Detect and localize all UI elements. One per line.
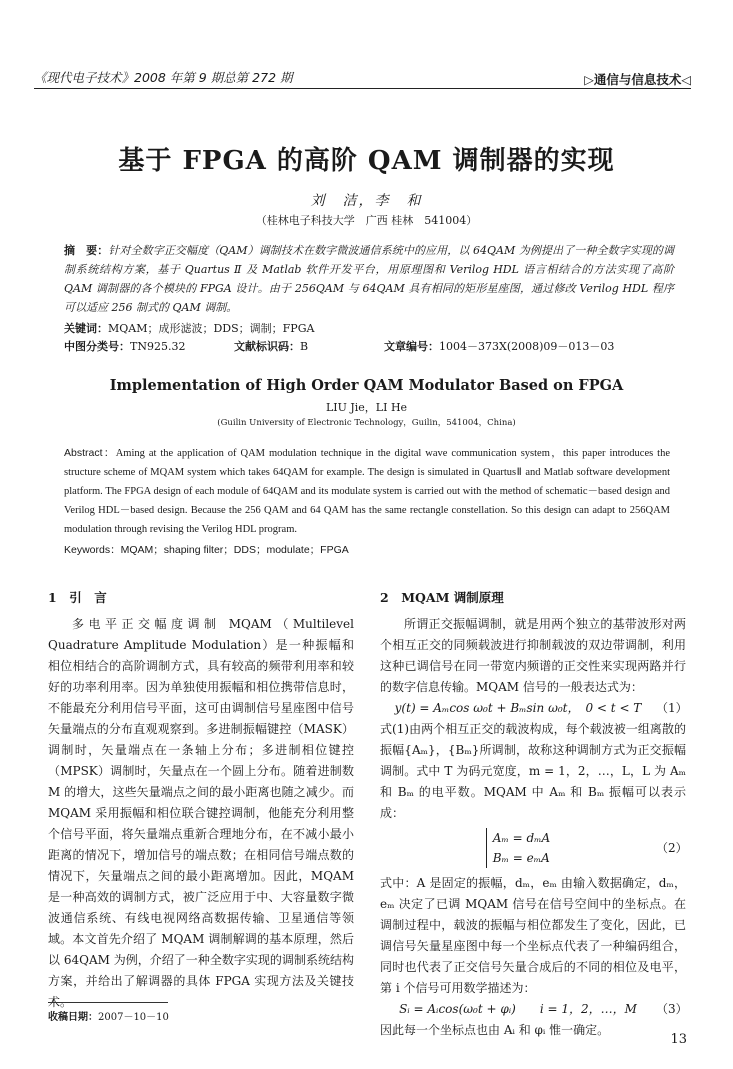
equation-2b: Bₘ = eₘA	[492, 851, 550, 865]
equation-2-expr	[380, 828, 656, 869]
clc-label: 中图分类号：	[64, 340, 130, 353]
section2-body	[380, 614, 686, 1041]
abstract-zh-label: 摘 要：	[64, 244, 109, 257]
equation-3	[380, 999, 686, 1020]
equation-2	[380, 828, 686, 869]
abstract-en	[64, 444, 670, 539]
section1-paragraph: 多电平正交幅度调制 MQAM（Multilevel Quadrature Amplitude Modulation）是一种振幅和相位相结合的高阶调制方式，具有较高的频带利用率和较好的功率利用率。因为单独使用振幅和相位携带信息时，不能最充分利用信号平面，这可由调制信号星座图中信号矢量端点的分布直观观察到。多进制振幅键控（MASK）调制时，矢量端点在一条轴上分布；多进制相位键控（MPSK）调制时，矢量点在一个圆上分布。随着进制数 M 的增大，这些矢量端点之间的最小距离也随之减少。而 MQAM 采用振幅和相位联合键控调制，他能充分利用整个信号平面，将矢量端点重新合理地分布，在不减小最小距离的情况下，增加信号的端点数；在相同信号端点数的情况下，矢量端点之间的最小距离增加。因此，MQAM 是一种高效的调制方式，被广泛应用于中、大容量数字微波通信系统、有线电视网络高数据传输、卫星通信等领域。本文首先介绍了 MQAM 调制解调的基本原理，然后以 64QAM 为例，介绍了一种全数字实现的调制系统结构方案，并给出了解调器的具体 FPGA 实现方法及关键技术。	[48, 617, 354, 1009]
keywords-zh-text: MQAM；成形滤波；DDS；调制；FPGA	[108, 322, 315, 335]
classification-row	[64, 338, 674, 354]
art-label: 文章编号：	[384, 340, 439, 353]
authors: 刘 洁，李 和	[310, 193, 423, 209]
doc-value: B	[300, 340, 309, 353]
abstract-zh	[64, 241, 674, 317]
abstract-en-label: Abstract：	[64, 447, 116, 459]
paper-title: 基于 FPGA 的高阶 QAM 调制器的实现	[118, 146, 615, 176]
clc-value: TN925.32	[130, 340, 186, 353]
keywords-en-label: Keywords：	[64, 544, 121, 556]
received-value: 2007－10－10	[98, 1012, 169, 1023]
keywords-en-text: MQAM；shaping filter；DDS；modulate；FPGA	[120, 544, 349, 556]
header-rule	[34, 88, 691, 89]
affiliation: （桂林电子科技大学 广西 桂林 541004）	[255, 214, 478, 227]
keywords-zh	[64, 320, 314, 336]
footnote-rule	[48, 1002, 168, 1003]
clc-number	[64, 338, 234, 354]
doc-code	[234, 338, 384, 354]
equation-3-expr: Sᵢ = Aᵢcos(ω₀t + φᵢ) i = 1，2，…，M	[399, 1002, 637, 1016]
section2-heading: 2 MQAM 调制原理	[380, 590, 504, 605]
english-authors: LIU Jie，LI He	[325, 401, 408, 414]
abstract-en-text: Aming at the application of QAM modulation technique in the digital wave communication system，this paper introduces the structure scheme of MQAM system which takes 64QAM for example. The design is simulated in QuartusⅡ and Matlab software development platform. The FPGA design of each module of 64QAM and its modulate system is carried out with the method of schematic－based design and Verilog HDL－based design. Because the 256 QAM and 64 QAM has the same rectangle constellation. So this design can adapt to 256QAM modulation through revising the Verilog HDL program.	[64, 448, 670, 535]
equation-1-number: （1）	[656, 701, 688, 715]
english-title: Implementation of High Order QAM Modulator Based on FPGA	[109, 377, 624, 394]
section2-paragraph-1: 所谓正交振幅调制，就是用两个独立的基带波形对两个相互正交的同频载波进行抑制载波的双边带调制，利用这种已调信号在同一带宽内频谱的正交性来实现两路并行的数字信息传输。MQAM 信号的一般表达式为：	[380, 617, 686, 694]
article-number	[384, 338, 674, 354]
section1-body	[48, 614, 354, 1013]
art-value: 1004－373X(2008)09－013－03	[439, 340, 615, 353]
equation-3-number: （3）	[656, 1002, 688, 1016]
english-affiliation: (Guilin University of Electronic Technology，Guilin，541004，China)	[217, 418, 516, 428]
section1-heading: 1 引 言	[48, 590, 107, 605]
journal-header: 《现代电子技术》2008 年第 9 期总第 272 期	[34, 70, 293, 85]
keywords-en	[64, 542, 349, 557]
section2-paragraph-2: 式(1)由两个相互正交的载波构成，每个载波被一组离散的振幅{Aₘ}，{Bₘ}所调制，故称这种调制方式为正交振幅调制。式中 T 为码元宽度，m = 1，2，…，L，L 为 Aₘ 和 Bₘ 的电平数。MQAM 中 Aₘ 和 Bₘ 振幅可以表示成：	[380, 722, 686, 820]
equation-2a: Aₘ = dₘA	[492, 831, 551, 845]
abstract-zh-text: 针对全数字正交幅度（QAM）调制技术在数字微波通信系统中的应用，以 64QAM 为例提出了一种全数字实现的调制系统结构方案，基于 Quartus Ⅱ 及 Matlab 软件开发平台，用原理图和 Verilog HDL 语言相结合的方法实现了高阶 QAM 调制器的各个模块的 FPGA 设计。由于 256QAM 与 64QAM 具有相同的矩形星座图，通过修改 Verilog HDL 程序可以适应 256 制式的 QAM 调制。	[64, 244, 675, 314]
equation-1	[380, 698, 686, 719]
keywords-zh-label: 关键词：	[64, 322, 108, 335]
equation-1-expr: y(t) = Aₘcos ω₀t + Bₘsin ω₀t， 0 < t < T	[394, 701, 642, 715]
received-label: 收稿日期：	[48, 1012, 98, 1023]
section2-paragraph-4: 因此每一个坐标点也由 Aᵢ 和 φᵢ 惟一确定。	[380, 1023, 610, 1037]
page-number: 13	[670, 1032, 687, 1047]
section-tag: ▷通信与信息技术◁	[584, 72, 691, 87]
received-date	[48, 1008, 169, 1023]
doc-label: 文献标识码：	[234, 340, 300, 353]
equation-2-number: （2）	[656, 841, 688, 855]
section2-paragraph-3: 式中：A 是固定的振幅，dₘ，eₘ 由输入数据确定，dₘ，eₘ 决定了已调 MQAM 信号在信号空间中的坐标点。在调制过程中，载波的振幅与相位都发生了变化，因此，已调信号矢量星座图中每一个坐标点代表了一种编码组合，同时也代表了正交信号矢量合成后的不同的相位及电平，第 i 个信号可用数学描述为：	[380, 876, 686, 995]
